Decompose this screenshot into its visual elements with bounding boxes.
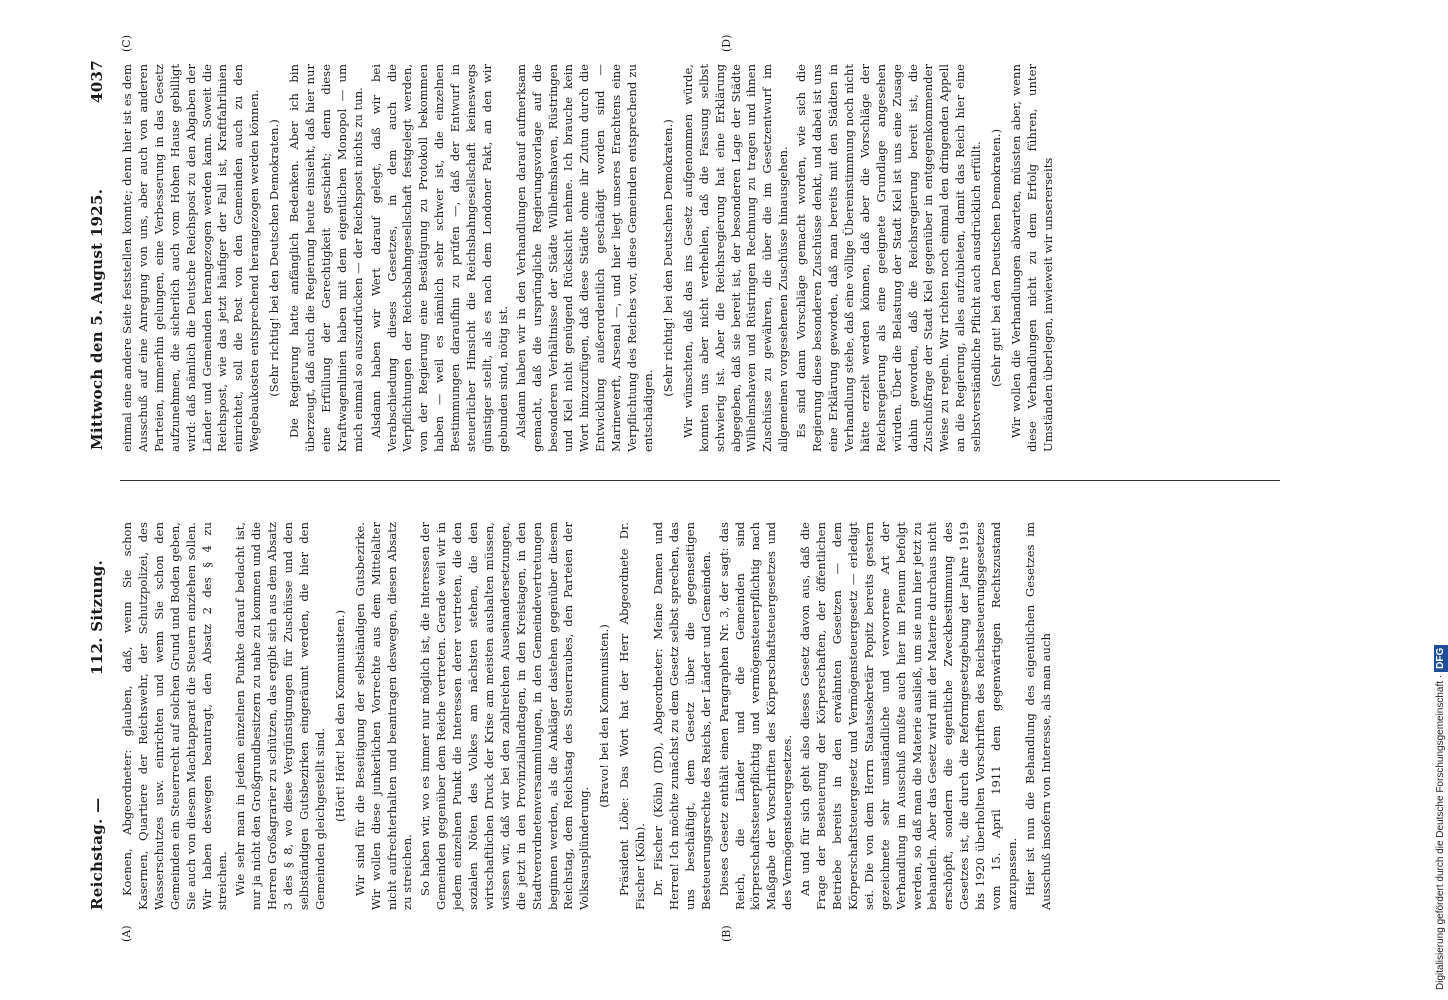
left-text-column: [120, 522, 1300, 910]
margin-mark-b: (B): [720, 925, 733, 942]
paragraph: Koenen, Abgeordneter: glauben, daß, wenn Sie schon Kasernen, Quartiere der Reichswehr, der Schutzpolizei, des Wasserschutzes usw. einrichten und wenn Sie schon den Gemeinden ein Steuerrecht auf solchen Grund und Boden geben, Sie auch von diesem Machtapparat die Steuern einziehen sollen. Wir haben deswegen beantragt, den Absatz 2 des § 4 zu streichen.: [120, 522, 230, 910]
attribution-strip: [1434, 12, 1448, 990]
paragraph: Präsident Löbe: Das Wort hat der Herr Abgeordnete Dr. Fischer (Köln).: [617, 522, 648, 910]
paragraph: Die Regierung hatte anfänglich Bedenken. Aber ich bin überzeugt, daß auch die Regierung heute einsieht, daß hier nur eine Erfüllung der Gerechtigkeit geschieht; denn diese Kraftwagenlinien haben mit dem eigentlichen Monopol — um mich einmal so auszudrücken — der Reichspost nichts zu tun.: [287, 64, 365, 452]
paragraph: So haben wir, wo es immer nur möglich ist, die Interessen der Gemeinden gegenüber dem Reiche vertreten. Gerade weil wir in jedem einzelnen Punkt die Interessen derer vertreten, die den sozialen Nöten des Volkes am nächsten stehen, die den wirtschaftlichen Druck der Krise am meisten aushalten müssen, wissen wir, daß wir bei den zahlreichen Auseinandersetzungen, die jetzt in den Provinziallandtagen, in den Kreistagen, in den Stadtverordnetenversammlungen, in den Gemeindevertretungen beginnen werden, als die Ankläger dastehen gegenüber diesem Reichstag, dem Reichstag des Steuerraubes, den Parteien der Volksausplünderung.: [418, 522, 592, 910]
page-header: [82, 60, 114, 910]
dfg-attribution: [1420, 12, 1446, 990]
page-number: 4037: [88, 60, 106, 103]
paragraph: Alsdann haben wir Wert darauf gelegt, daß wir bei Verabschiedung dieses Gesetzes, in dem auch die Verpflichtungen der Reichsbahngesellschaft festgelegt werden, von der Regierung eine Bestätigung zu Protokoll bekommen haben — weil es nämlich sehr schwer ist, die einzelnen Bestimmungen daraufhin zu prüfen —, daß der Entwurf in steuerlicher Hinsicht die Reichsbahngesellschaft keineswegs günstiger stellt, als es nach dem Londoner Pakt, an den wir gebunden sind, nötig ist.: [368, 64, 510, 452]
paragraph: An und für sich geht also dieses Gesetz davon aus, daß die Frage der Besteuerung der Körperschaften, der öffentlichen Betriebe bereits in den erwähnten Gesetzen — dem Körperschaftsteuergesetz und Vermögensteuergesetz — erledigt sei. Die von dem Herrn Staatssekretär Popitz bereits gestern gezeichnete sehr umständliche und verworrene Art der Verhandlung im Ausschuß mußte auch hier im Plenum befolgt werden, so daß man die Materie ausließ, um sie nun hier jetzt zu behandeln. Aber das Gesetz wird mit der Materie durchaus nicht erschöpft, sondern die eigentliche Zweckbestimmung des Gesetzes ist, die durch die Reformgesetzgebung der Jahre 1919 bis 1920 überholten Vorschriften des Reichssteuerungsgesetzes vom 15. April 1911 dem gegenwärtigen Rechtszustand anzupassen.: [798, 522, 1019, 910]
paragraph: Hier ist nun die Behandlung des eigentlichen Gesetzes im Ausschuß insofern von Interesse, als man auch: [1022, 522, 1053, 910]
margin-mark-d: (D): [720, 34, 733, 52]
interjection: (Hört! Hört! bei den Kommunisten.): [332, 610, 347, 823]
paragraph: Dieses Gesetz enthält einen Paragraphen Nr. 3, der sagt: das Reich, die Länder und die Gemeinden sind körperschaftssteuerpflichtig und vermögensteuerpflichtig nach Maßgabe der Vorschriften des Körperschaftsteuergesetzes und des Vermögensteuergesetzes.: [716, 522, 795, 910]
paragraph: Wie sehr man in jedem einzelnen Punkte darauf bedacht ist, nur ja nicht den Großgrundbesitzern zu nahe zu kommen und die Herren Großagrarier zu schützen, das ergibt sich aus dem Absatz 3 des § 8, wo diese Vergünstigungen für Zuschüsse und den selbständigen Gutsbezirken eingeräumt werden, die hier den Gemeinden gleichgestellt sind.: [233, 522, 327, 910]
publication-title: Reichstag. —: [88, 797, 106, 910]
attribution-text: Digitalisierung gefördert durch die Deutsche Forschungsgemeinschaft ·: [1435, 674, 1446, 990]
margin-mark-c: (C): [120, 35, 133, 52]
column-divider: [120, 480, 1280, 481]
session-number: 112. Sitzung.: [88, 559, 106, 675]
interjection: (Bravo! bei den Kommunisten.): [597, 624, 612, 808]
paragraph: Wir wollen die Verhandlungen abwarten, müssten aber, wenn diese Verhandlungen nicht zu dem Erfolg führen, unter Umständen überlegen, inwieweit wir unsererseits: [1008, 64, 1055, 452]
paragraph: Wir sind für die Beseitigung der selbständigen Gutsbezirke. Wir wollen diese junkerlichen Vorrechte aus dem Mittelalter nicht aufrechterhalten und beantragen deswegen, diesen Absatz zu streichen.: [352, 522, 415, 910]
paragraph: einmal eine andere Seite feststellen konnte; denn hier ist es dem Ausschuß auf eine Anregung von uns, aber auch von anderen Parteien, immerhin gelungen, eine Verbesserung in das Gesetz aufzunehmen, die sicherlich auch vom Hohen Hause gebilligt wird: daß nämlich die Deutsche Reichspost zu den Abgaben der Länder und Gemeinden herangezogen werden kann. Soweit die Reichspost, wie das jetzt häufiger der Fall ist, Kraftfahrlinien einrichtet, soll die Post von den Gemeinden auch zu den Wegebaukosten entsprechend herangezogen werden können.: [120, 64, 262, 452]
session-date: Mittwoch den 5. August 1925.: [88, 188, 106, 450]
paragraph: Dr. Fischer (Köln) (DD), Abgeordneter: Meine Damen und Herren! Ich möchte zunächst zu dem Gesetz selbst sprechen, das uns beschäftigt, dem Gesetz über die gegenseitigen Besteuerungsrechte des Reichs, der Länder und Gemeinden.: [651, 522, 713, 910]
interjection: (Sehr gut! bei den Deutschen Demokraten.): [989, 128, 1004, 388]
margin-mark-a: (A): [120, 925, 133, 942]
right-text-column: [120, 64, 1300, 452]
interjection: (Sehr richtig! bei den Deutschen Demokraten.): [267, 119, 282, 397]
paragraph: Alsdann haben wir in den Verhandlungen darauf aufmerksam gemacht, daß die ursprüngliche Regierungsvorlage auf die besonderen Verhältnisse der Städte Wilhelmshaven, Rüstringen und Kiel nicht genügend Rücksicht nehme. Ich brauche kein Wort hinzuzufügen, daß diese Städte ohne ihr Zutun durch die Entwicklung außerordentlich geschädigt worden sind — Marinewerft, Arsenal —, und hier liegt unseres Erachtens eine Verpflichtung des Reiches vor, diese Gemeinden entsprechend zu entschädigen.: [513, 64, 655, 452]
interjection: (Sehr richtig! bei den Deutschen Demokraten.): [660, 119, 675, 397]
paragraph: Wir wünschten, daß das ins Gesetz aufgenommen würde, konnten uns aber nicht verhehlen, daß die Fassung selbst schwierig ist. Aber die Reichsregierung hat eine Erklärung abgegeben, daß sie bereit ist, der besonderen Lage der Städte Wilhelmshaven und Rüstringen Rechnung zu tragen und ihnen Zuschüsse zu gewähren, die über die im Gesetzentwurf im allgemeinen vorgesehenen Zuschüsse hinausgehen.: [680, 64, 791, 452]
dfg-logo: DFG: [1434, 645, 1448, 672]
paragraph: Es sind dann Vorschläge gemacht worden, wie sich die Regierung diese besonderen Zuschüsse denkt, und dabei ist uns eine Erklärung geworden, daß man bereits mit den Städten in Verhandlung stehe, daß eine völlige Übereinstimmung noch nicht hätte erzielt werden können, daß aber die Vorschläge der Reichsregierung als eine geeignete Grundlage angesehen würden. Über die Belastung der Stadt Kiel ist uns eine Zusage dahin geworden, daß die Reichsregierung bereit ist, die Zuschußfrage der Stadt Kiel gegenüber in entgegenkommender Weise zu regeln. Wir richten noch einmal den dringenden Appell an die Regierung, alles aufzubieten, damit das Reich hier eine selbstverständliche Pflicht auch ausdrücklich erfüllt.: [794, 64, 984, 452]
